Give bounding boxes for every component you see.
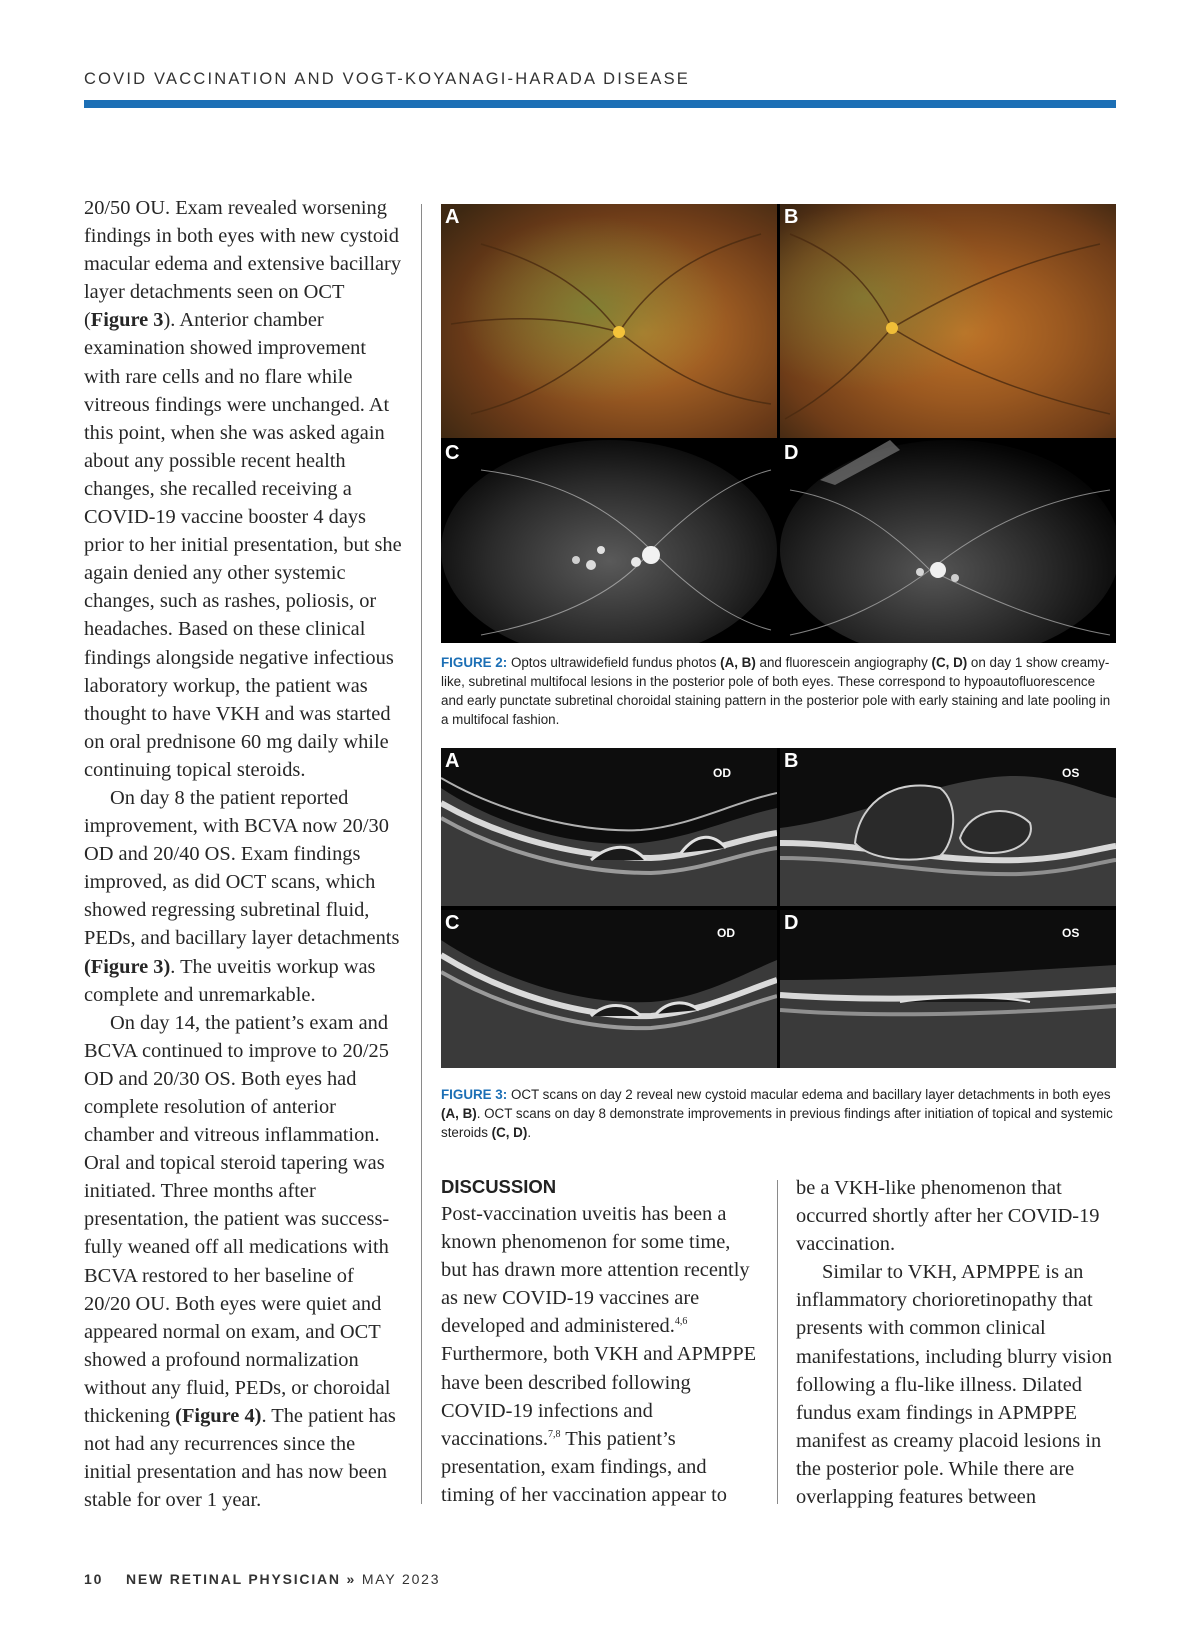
oct-scan-b xyxy=(780,748,1116,906)
angiogram-c-image xyxy=(441,440,777,643)
section-heading: DISCUSSION xyxy=(441,1176,557,1197)
oct-scan-c xyxy=(441,910,777,1068)
citation: 4,6 xyxy=(674,1316,688,1328)
paragraph: On day 8 the patient reported improvement, with BCVA now 20/30 OD and 20/40 OS. Exam findings improved, as did OCT scans, which showed regressing subretinal fluid, PEDs, and bacillary layer detachments (Figure 3). The uveitis workup was complete and unremarkable. xyxy=(84,786,400,1006)
paragraph: Similar to VKH, APMPPE is an inflammatory chorioretinopathy that presents with common clinical manifestations, including blurry vision following a flu-like illness. Dilated fundus exam findings in APMPPE manifest as creamy placoid lesions in the posterior pole. While there are overlapping features between xyxy=(796,1261,1113,1509)
paragraph: Post-vaccination uveitis has been a known phenomenon for some time, but has drawn more attention recently as new COVID-19 vaccines are developed and administered.$^{4,6}$ Furthermore, both VKH and APMPPE have been described following COVID-19 infections and vaccinations.$^{7,8}$ This patient’s presentation, exam findings, and timing of her vaccination appear to xyxy=(441,1203,757,1506)
journal-name: NEW RETINAL PHYSICIAN xyxy=(125,1571,341,1587)
figure-reference: (Figure 4) xyxy=(175,1405,262,1428)
angiogram-c xyxy=(441,440,777,643)
paragraph: 20/50 OU. Exam revealed worsening findings in both eyes with new cystoid macular edema and extensive bacillary layer detachments seen on OCT (Figure 3). Anterior chamber examination showed improvement with rare cells and no flare while vitreous findings were unchanged. At this point, when she was asked again about any possible recent health changes, she recalled receiving a COVID-19 vaccine booster 4 days prior to her initial presentation, but she again denied any other systemic changes, such as rashes, poliosis, or headaches. Based on these clinical findings alongside negative infectious laboratory workup, the patient was thought to have VKH and was started on oral prednisone 60 mg daily while continuing topical steroids. xyxy=(84,197,402,781)
panel-label: B xyxy=(784,750,799,772)
angiogram-d-image xyxy=(780,440,1116,643)
page-number: 10 xyxy=(84,1571,104,1587)
figure-3 xyxy=(441,748,1116,1068)
panel-label: D xyxy=(784,442,799,464)
paragraph-continued: be a VKH-like phenomenon that occurred shortly after her COVID-19 vaccination. xyxy=(796,1177,1100,1256)
page-footer: 10 NEW RETINAL PHYSICIAN » MAY 2023 xyxy=(84,1571,441,1587)
eye-label: OS xyxy=(1062,766,1080,780)
fundus-photo-b xyxy=(780,204,1116,438)
oct-scan-d xyxy=(780,910,1116,1068)
oct-scan-a xyxy=(441,748,777,906)
panel-label: D xyxy=(784,912,799,934)
angiogram-d xyxy=(780,440,1116,643)
panel-label: A xyxy=(445,206,460,228)
running-head: COVID VACCINATION AND VOGT-KOYANAGI-HARADA DISEASE xyxy=(84,70,691,88)
caption-title: FIGURE 2: xyxy=(441,655,508,670)
eye-label: OS xyxy=(1062,926,1080,940)
figure-reference: Figure 3 xyxy=(90,309,164,332)
figure-reference: (Figure 3) xyxy=(84,955,171,978)
left-column xyxy=(84,194,404,1514)
column-divider xyxy=(777,1180,778,1504)
discussion-column-1 xyxy=(441,1174,761,1509)
issue-date: MAY 2023 xyxy=(361,1571,441,1587)
eye-label: OD xyxy=(717,926,735,940)
column-divider xyxy=(421,204,422,1504)
fundus-photo-a-image xyxy=(441,204,777,438)
citation: 7,8 xyxy=(548,1428,561,1440)
panel-label: B xyxy=(784,206,799,228)
header-rule xyxy=(84,100,1116,108)
fundus-photo-a xyxy=(441,204,777,438)
panel-label: A xyxy=(445,750,460,772)
figure-3-caption: FIGURE 3: OCT scans on day 2 reveal new cystoid macular edema and bacillary layer detachments in both eyes (A, B). OCT scans on day 8 demonstrate improvements in previous findings after initiation of topical and systemic steroids (C, D). xyxy=(441,1087,1113,1140)
discussion-column-2 xyxy=(796,1174,1116,1511)
panel-label: C xyxy=(445,442,460,464)
fundus-photo-b-image xyxy=(780,204,1116,438)
figure-2 xyxy=(441,204,1116,643)
figure-2-caption: FIGURE 2: Optos ultrawidefield fundus photos (A, B) and fluorescein angiography (C, D) on day 1 show creamy-like, subretinal multifocal lesions in the posterior pole of both eyes. These correspond to hypoautofluorescence and early punctate subretinal choroidal staining pattern in the posterior pole with early staining and late pooling in a multifocal fashion. xyxy=(441,655,1111,727)
eye-label: OD xyxy=(713,766,731,780)
paragraph: On day 14, the patient’s exam and BCVA continued to improve to 20/25 OD and 20/30 OS. Both eyes had complete resolution of anterior chamber and vitreous inflammation. Oral and topical steroid tapering was initiated. Three months after presentation, the patient was success-fully weaned off all medications with BCVA restored to her baseline of 20/20 OU. Both eyes were quiet and appeared normal on exam, and OCT showed a profound normalization without any fluid, PEDs, or choroidal thickening (Figure 4). The patient has not had any recurrences since the initial presentation and has now been stable for over 1 year. xyxy=(84,1011,396,1512)
panel-label: C xyxy=(445,912,460,934)
caption-title: FIGURE 3: xyxy=(441,1087,508,1102)
